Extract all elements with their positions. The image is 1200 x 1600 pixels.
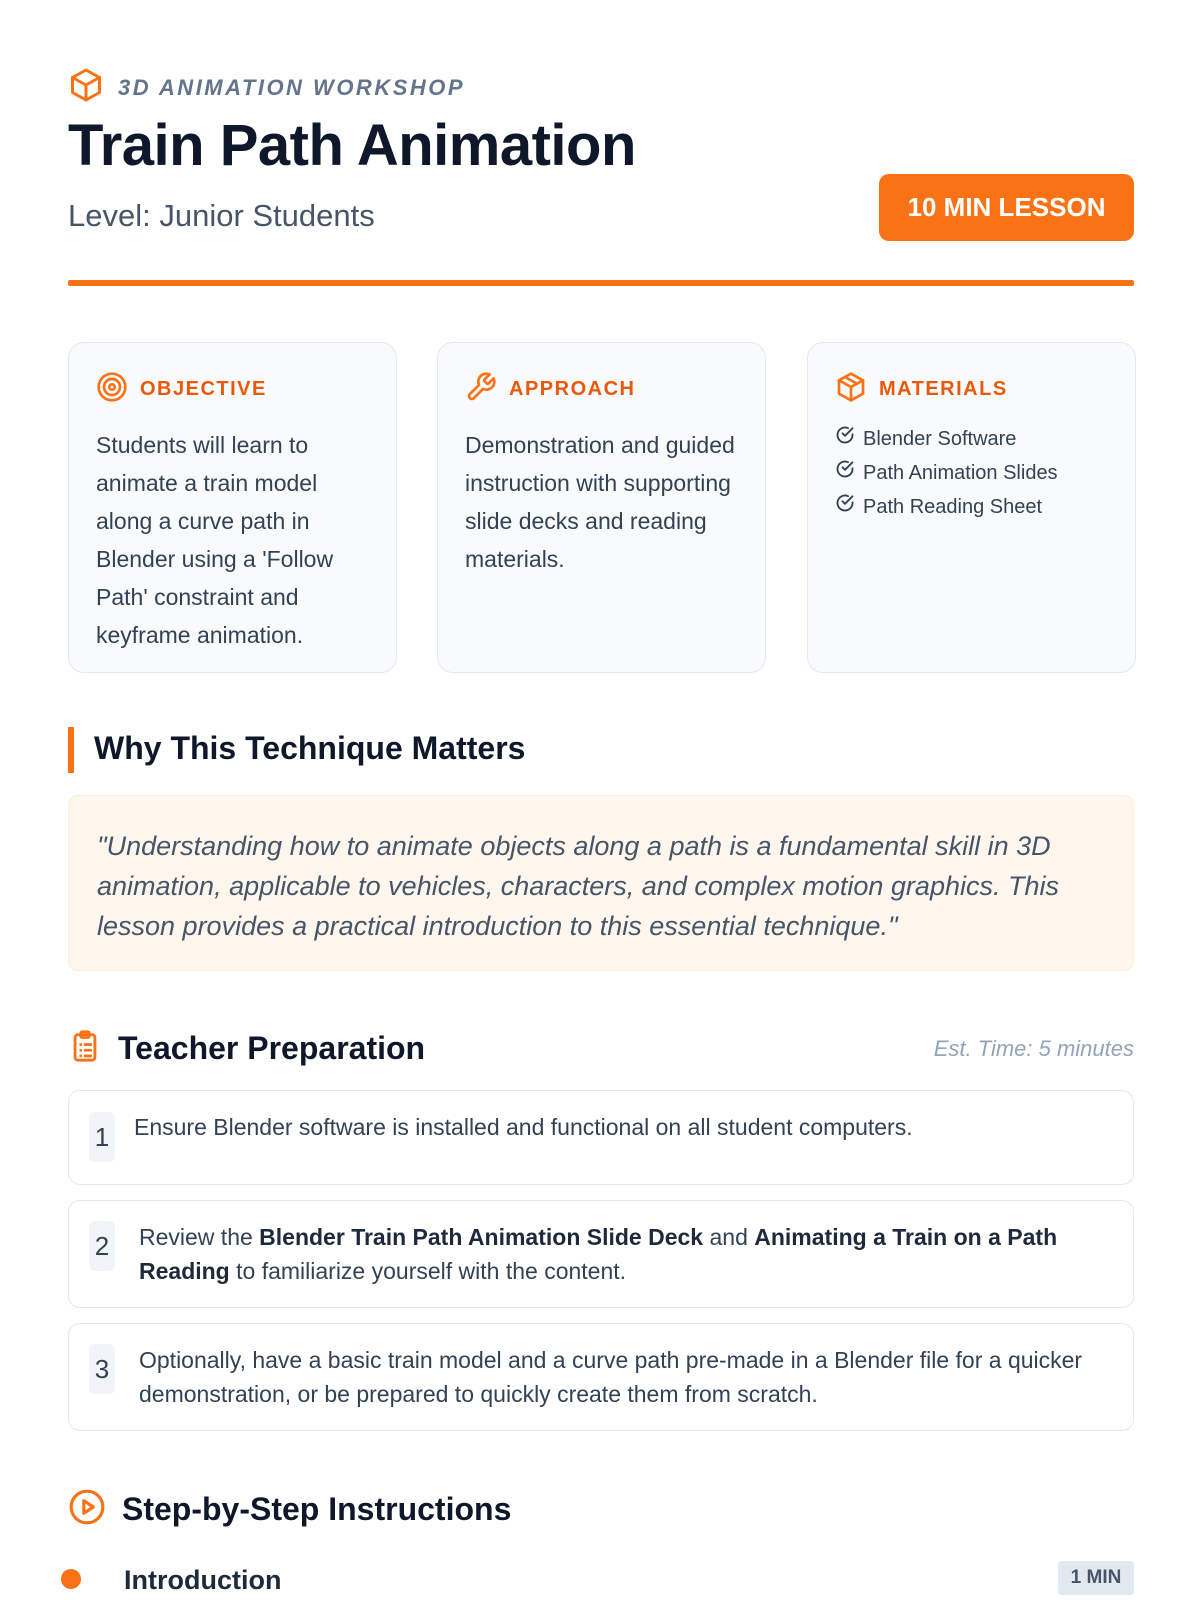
reading-title: Animating a Train on a Path Reading <box>139 1224 1058 1284</box>
check-circle-icon <box>835 490 855 524</box>
instructions-header <box>68 1488 511 1531</box>
clipboard-icon <box>68 1026 102 1071</box>
play-circle-icon <box>68 1488 106 1531</box>
cube-icon <box>68 66 104 109</box>
instructions-title: Step-by-Step Instructions <box>122 1491 512 1527</box>
target-icon <box>96 371 128 408</box>
step-text: Ensure Blender software is installed and functional on all student computers. <box>134 1114 913 1140</box>
material-label: Blender Software <box>863 428 1017 450</box>
wrench-icon <box>465 371 497 408</box>
workshop-label: 3D ANIMATION WORKSHOP <box>118 74 466 100</box>
list-item <box>835 456 1109 490</box>
prep-title: Teacher Preparation <box>118 1030 426 1066</box>
prep-step <box>68 1200 1134 1308</box>
header-divider <box>68 280 1134 286</box>
check-circle-icon <box>835 422 855 456</box>
prep-time: Est. Time: 5 minutes <box>933 1035 1134 1061</box>
eyebrow <box>68 66 1134 109</box>
materials-card <box>807 342 1136 673</box>
step-text: Review the Blender Train Path Animation Slide Deck and Animating a Train on a Path Reading to familiarize yourself with the content. <box>139 1224 1058 1284</box>
duration-badge: 10 MIN LESSON <box>879 174 1134 241</box>
step-number: 2 <box>89 1221 115 1271</box>
quote-text: "Understanding how to animate objects along a path is a fundamental skill in 3D animation, applicable to vehicles, characters, and complex motion graphics. This lesson provides a practical introduction to this essential technique." <box>97 831 1059 941</box>
slide-deck-title: Blender Train Path Animation Slide Deck <box>259 1224 704 1250</box>
step-number: 3 <box>89 1344 115 1394</box>
step-duration-badge: 1 MIN <box>1058 1561 1134 1595</box>
why-section-title: Why This Technique Matters <box>94 730 526 766</box>
approach-text: Demonstration and guided instruction with supporting slide decks and reading materials. <box>465 432 735 572</box>
approach-title: APPROACH <box>509 378 636 400</box>
step-number: 1 <box>89 1112 115 1162</box>
list-item <box>835 490 1109 524</box>
step-title: Introduction <box>124 1565 282 1595</box>
approach-card <box>437 342 766 673</box>
prep-step <box>68 1323 1134 1431</box>
quote-box <box>68 795 1134 971</box>
materials-title: MATERIALS <box>879 378 1008 400</box>
lesson-header <box>68 66 1134 109</box>
timeline-dot <box>61 1569 81 1589</box>
objective-title: OBJECTIVE <box>140 378 267 400</box>
material-label: Path Reading Sheet <box>863 496 1043 518</box>
material-label: Path Animation Slides <box>863 462 1058 484</box>
step-text: Optionally, have a basic train model and a curve path pre-made in a Blender file for a quicker demonstration, or be prepared to quickly create them from scratch. <box>139 1347 1083 1407</box>
prep-header <box>68 1026 1134 1071</box>
level-label: Level: Junior Students <box>68 198 375 233</box>
objective-card <box>68 342 397 673</box>
objective-text: Students will learn to animate a train model along a curve path in Blender using a 'Follow Path' constraint and keyframe animation. <box>96 432 334 648</box>
package-icon <box>835 371 867 408</box>
list-item <box>835 422 1109 456</box>
materials-list <box>835 422 1109 524</box>
check-circle-icon <box>835 456 855 490</box>
page-title: Train Path Animation <box>68 113 636 178</box>
prep-step <box>68 1090 1134 1185</box>
section-accent-bar <box>68 727 74 773</box>
